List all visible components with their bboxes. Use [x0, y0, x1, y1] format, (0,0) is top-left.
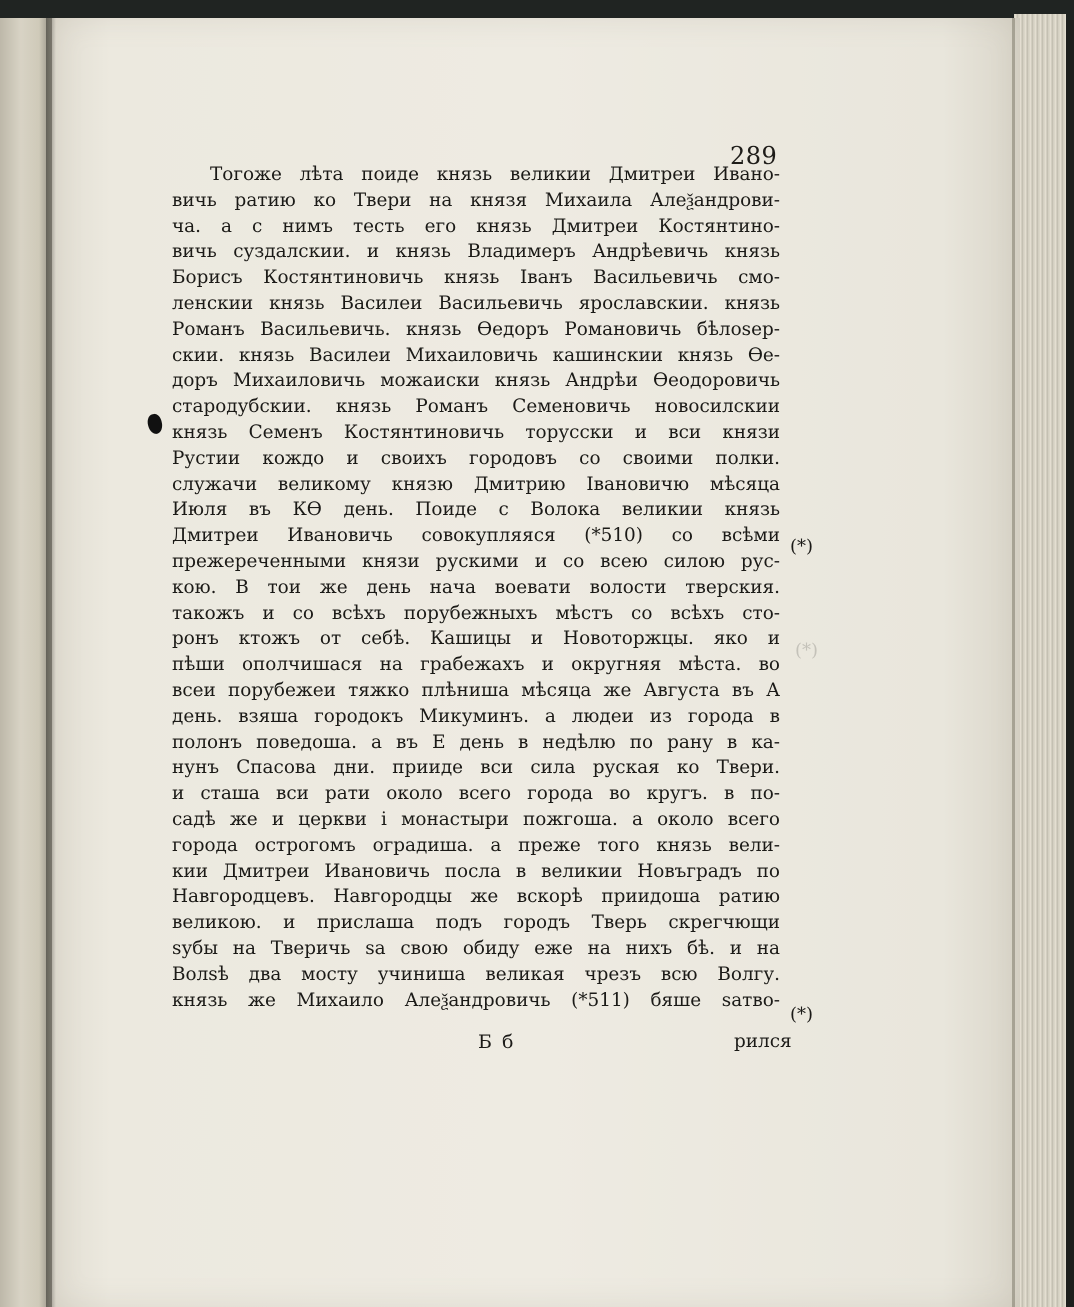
text-line: города острогомъ оградиша. а преже того князь вели- [172, 834, 780, 856]
page-stack-edges [1014, 14, 1066, 1307]
text-line: всеи порубежеи тяжко плѣниша мѣсяца же Августа въ А [172, 679, 780, 701]
book-cover-edge [0, 0, 1074, 20]
text-line: вичь суздалскии. и князь Владимеръ Андрѣевичь князь [172, 241, 780, 263]
text-line: кою. В тои же день нача воевати волости тверския. [172, 576, 780, 598]
text-line: Романъ Васильевичь. князь Ѳедоръ Романовичь бѣлоѕер- [172, 318, 780, 340]
text-line: служачи великому князю Дмитрию Івановичю мѣсяца [172, 473, 780, 495]
text-line: такожъ и со всѣхъ порубежныхъ мѣстъ со всѣхъ сто- [172, 602, 780, 624]
text-line: ѕубы на Тверичь ѕа свою обиду еже на нихъ бѣ. и на [172, 937, 780, 959]
text-line: Борисъ Костянтиновичь князь Іванъ Васильевичь смо- [172, 267, 780, 289]
text-line: стародубскии. князь Романъ Семеновичь новосилскии [172, 396, 780, 418]
text-line: скии. князь Василеи Михаиловичь кашинскии князь Ѳе- [172, 344, 780, 366]
text-line: ронъ ктожъ от себѣ. Кашицы и Новоторжцы. яко и [172, 628, 780, 650]
bleed-through-marker: (*) [795, 640, 819, 661]
text-line: садѣ же и церкви і монастыри пожгоша. а около всего [172, 808, 780, 830]
previous-page-edge [0, 18, 52, 1307]
gutter-shadow [46, 18, 56, 1307]
text-line: князь Семенъ Костянтиновичь торусски и вси князи [172, 421, 780, 443]
text-line: Навгородцевъ. Навгородцы же вскорѣ приидоша ратию [172, 886, 780, 908]
main-text [172, 162, 780, 1013]
text-line: нунъ Спасова дни. прииде вси сила руская ко Твери. [172, 757, 780, 779]
text-line: день. взяша городокъ Микуминъ. а людеи из города в [172, 705, 780, 727]
marginal-note-marker: (*) [790, 536, 814, 557]
text-line: Волѕѣ два мосту учиниша великая чрезъ всю Волгу. [172, 963, 780, 985]
text-line: кии Дмитреи Ивановичь посла в великии Новъградъ по [172, 860, 780, 882]
text-line: великою. и прислаша подъ городъ Тверь скрегчющи [172, 912, 780, 934]
text-line: Дмитреи Ивановичь совокупляяся (*510) со всѣми [172, 525, 780, 547]
text-line: Июля въ КѲ день. Поиде с Волока великии князь [172, 499, 780, 521]
text-line: полонъ поведоша. а въ Е день в недѣлю по рану в ка- [172, 731, 780, 753]
text-line: ленскии князь Василеи Васильевичь ярославскии. князь [172, 292, 780, 314]
marginal-note-marker: (*) [790, 1004, 814, 1025]
catchword: рился [734, 1031, 792, 1052]
text-line: вичь ратию ко Твери на князя Михаила Алеѯандрови- [172, 189, 780, 211]
page-edge-line [1012, 18, 1015, 1307]
text-line: князь же Михаило Алеѯандровичь (*511) бяше ѕатво- [172, 989, 780, 1011]
text-line: доръ Михаиловичь можаиски князь Андрѣи Ѳеодоровичь [172, 370, 780, 392]
text-line: прежереченными князи рускими и со всею силою рус- [172, 550, 780, 572]
text-line: ча. а с нимъ тесть его князь Дмитреи Костянтино- [172, 215, 780, 237]
text-line: Тогоже лѣта поиде князь великии Дмитреи Ивано- [210, 164, 780, 185]
text-line: пѣши ополчишася на грабежахъ и округняя мѣста. во [172, 654, 780, 676]
text-line: Рустии кождо и своихъ городовъ со своими полки. [172, 447, 780, 469]
signature-mark: Б б [478, 1031, 516, 1053]
page-number: 289 [730, 142, 778, 170]
text-line: и сташа вси рати около всего города во кругъ. в по- [172, 783, 780, 805]
